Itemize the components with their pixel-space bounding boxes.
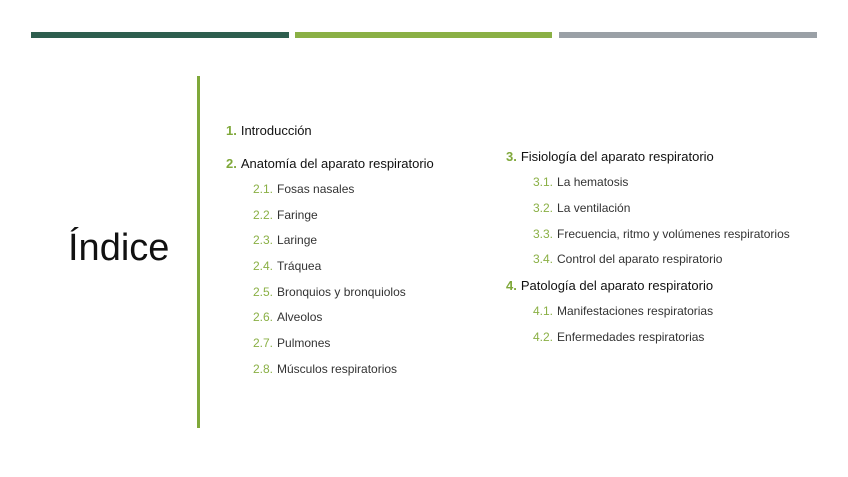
item-label: Faringe bbox=[277, 207, 318, 222]
toc-item[interactable] bbox=[533, 224, 790, 244]
item-label: Fosas nasales bbox=[277, 182, 355, 196]
item-label: Pulmones bbox=[277, 336, 331, 351]
page-title: Índice bbox=[68, 227, 170, 269]
toc-item[interactable] bbox=[253, 333, 434, 353]
section-number: 1. bbox=[226, 123, 237, 138]
toc-column-right bbox=[506, 146, 790, 353]
top-bar-green bbox=[295, 32, 552, 38]
item-label: Laringe bbox=[277, 233, 318, 248]
item-label: Frecuencia, ritmo y volúmenes respiratorios bbox=[557, 226, 790, 241]
item-number: 3.1. bbox=[533, 175, 554, 189]
toc-column-left bbox=[226, 120, 434, 385]
toc-item[interactable] bbox=[533, 249, 790, 269]
section-label: Introducción bbox=[240, 123, 312, 138]
item-label: Enfermedades respiratorias bbox=[557, 329, 705, 344]
item-number: 2.5. bbox=[253, 284, 274, 299]
toc-section-introduccion[interactable] bbox=[226, 120, 434, 142]
toc-section-fisiologia[interactable] bbox=[506, 146, 790, 168]
item-label: Manifestaciones respiratorias bbox=[557, 304, 714, 319]
section-number: 3. bbox=[506, 149, 517, 164]
item-number: 3.4. bbox=[533, 252, 554, 267]
item-label: La ventilación bbox=[557, 200, 631, 215]
toc-section-anatomia[interactable] bbox=[226, 153, 434, 175]
toc-item[interactable] bbox=[253, 307, 434, 327]
item-number: 4.2. bbox=[533, 329, 554, 344]
section-label: Patología del aparato respiratorio bbox=[520, 278, 714, 294]
item-number: 2.6. bbox=[253, 310, 274, 325]
vertical-divider bbox=[197, 76, 200, 428]
item-number: 2.8. bbox=[253, 361, 274, 376]
toc-item[interactable] bbox=[253, 282, 434, 302]
item-number: 2.3. bbox=[253, 233, 274, 248]
item-label: La hematosis bbox=[557, 175, 629, 189]
toc-section-patologia[interactable] bbox=[506, 275, 790, 297]
toc-item[interactable] bbox=[533, 301, 790, 321]
item-label: Bronquios y bronquiolos bbox=[277, 284, 406, 299]
toc-item[interactable] bbox=[253, 230, 434, 250]
item-number: 3.2. bbox=[533, 200, 554, 215]
item-number: 2.4. bbox=[253, 259, 274, 274]
toc-item[interactable] bbox=[253, 359, 434, 379]
section-number: 4. bbox=[506, 278, 517, 294]
section-number: 2. bbox=[226, 156, 237, 171]
section-label: Anatomía del aparato respiratorio bbox=[240, 156, 434, 171]
toc-item[interactable] bbox=[533, 327, 790, 347]
item-label: Tráquea bbox=[277, 259, 322, 274]
toc-item[interactable] bbox=[533, 198, 790, 218]
section-label: Fisiología del aparato respiratorio bbox=[520, 149, 714, 164]
toc-item[interactable] bbox=[253, 179, 434, 199]
item-label: Control del aparato respiratorio bbox=[557, 252, 723, 267]
item-label: Músculos respiratorios bbox=[277, 361, 398, 376]
toc-item[interactable] bbox=[253, 256, 434, 276]
item-label: Alveolos bbox=[277, 310, 323, 325]
toc-item[interactable] bbox=[253, 205, 434, 225]
item-number: 3.3. bbox=[533, 226, 554, 241]
top-bar-gray bbox=[559, 32, 817, 38]
item-number: 2.7. bbox=[253, 336, 274, 351]
toc-item[interactable] bbox=[533, 172, 790, 192]
top-bar-dark bbox=[31, 32, 289, 38]
item-number: 2.1. bbox=[253, 182, 274, 196]
item-number: 2.2. bbox=[253, 207, 274, 222]
item-number: 4.1. bbox=[533, 304, 554, 319]
